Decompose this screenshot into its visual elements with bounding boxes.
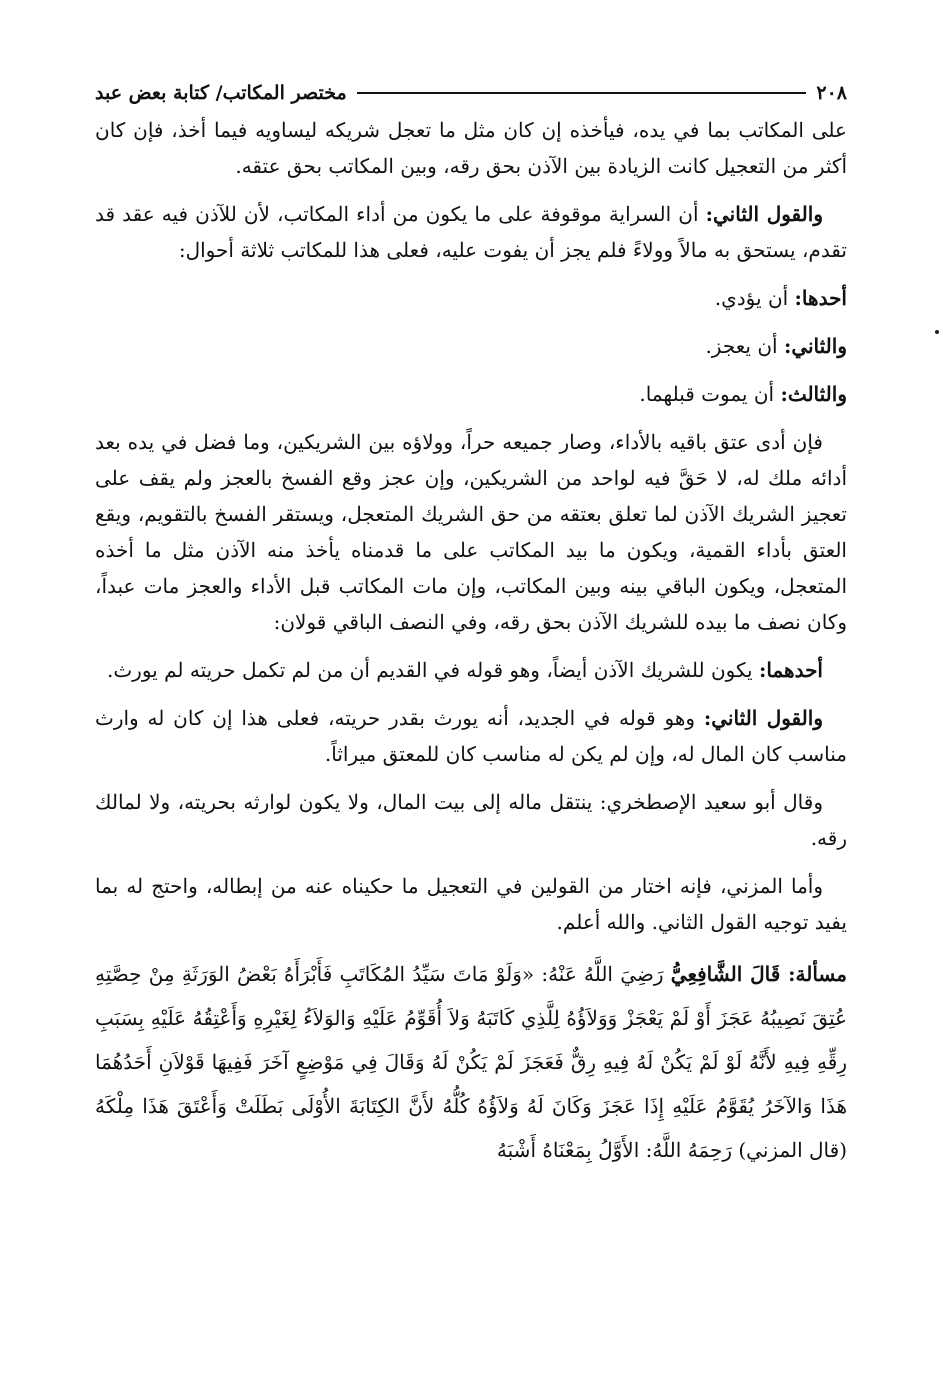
item-lead: والثالث: bbox=[780, 382, 847, 406]
running-header bbox=[95, 78, 847, 108]
paragraph-text: وأما المزني، فإنه اختار من القولين في التعجيل ما حكيناه عنه من إبطاله، واحتج له بما يفيد توجيه القول الثاني. والله أعلم. bbox=[95, 874, 847, 934]
paragraph bbox=[95, 196, 847, 268]
paragraph-text: على المكاتب بما في يده، فيأخذه إن كان مثل ما تعجل شريكه ليساويه فيما أخذ، فإن كان أكثر من التعجيل كانت الزيادة بين الآذن بحق رقه، وبين المكاتب بحق عتقه. bbox=[95, 118, 847, 178]
paragraph bbox=[95, 652, 847, 688]
paragraph-text: فإن أدى عتق باقيه بالأداء، وصار جميعه حراً، وولاؤه بين الشريكين، وما فضل في يده بعد أدائه ملك له، لا حَقَّ فيه لواحد من الشريكين، وإن عجز وقع الفسخ بالعجز ولم يقف على تعجيز الشريك الآذن لما تعلق بعتقه من حق الشريك المتعجل، ويستقر الفسخ بالتقويم، ويقع العتق بأداء القمية، ويكون ما بيد المكاتب على ما قدمناه يأخذ منه الآذن مثل ما أخذه المتعجل، ويكون الباقي بينه وبين المكاتب، وإن مات المكاتب قبل الأداء والعجز مات عبداً، وكان نصف ما بيده للشريك الآذن بحق رقه، وفي النصف الباقي قولان: bbox=[95, 430, 847, 634]
masala-heading: مسألة: قَالَ الشَّافِعِيُّ bbox=[670, 962, 847, 986]
paragraph-lead: أحدهما: bbox=[758, 658, 823, 682]
item-lead: والثاني: bbox=[783, 334, 847, 358]
paragraph bbox=[95, 424, 847, 640]
book-page bbox=[95, 78, 847, 1172]
item-lead: أحدها: bbox=[794, 286, 847, 310]
item-text: أن يؤدي. bbox=[714, 286, 795, 310]
paragraph-lead: والقول الثاني: bbox=[705, 202, 823, 226]
paragraph bbox=[95, 700, 847, 772]
list-item bbox=[95, 376, 847, 412]
paragraph-text: يكون للشريك الآذن أيضاً، وهو قوله في القديم أن من لم تكمل حريته لم يورث. bbox=[107, 658, 759, 682]
paragraph bbox=[95, 868, 847, 940]
running-title: مختصر المكاتب/ كتابة بعض عبد bbox=[95, 82, 347, 104]
paragraph-lead: والقول الثاني: bbox=[703, 706, 823, 730]
item-text: أن يعجز. bbox=[705, 334, 784, 358]
paragraph bbox=[95, 784, 847, 856]
list-item bbox=[95, 280, 847, 316]
paragraph-text: وهو قوله في الجديد، أنه يورث بقدر حريته، فعلى هذا إن كان له وارث مناسب كان المال له، وإن لم يكن له مناسب كان للمعتق ميراثاً. bbox=[95, 706, 847, 766]
paragraph-text: وقال أبو سعيد الإصطخري: ينتقل ماله إلى بيت المال، ولا يكون لوارثه بحريته، ولا لمالك رقه. bbox=[95, 790, 847, 850]
page-number: ٢٠٨ bbox=[816, 82, 847, 104]
masala-text: رَضِيَ اللَّهُ عَنْهُ: «وَلَوْ مَاتَ سَيِّدُ المُكَاتَبِ فَأَبْرَأَهُ بَعْضُ الوَرَثَةِ مِنْ حِصَّتِهِ عُتِقَ نَصِيبُهُ عَجَزَ أَوْ لَمْ يَعْجَزْ وَوَلاَؤُهُ لِلَّذِي كَاتَبَهُ وَلاَ أُقَوِّمُ عَلَيْهِ وَالوَلاَءُ لِغَيْرِهِ وَأَعْتِقُهُ عَلَيْهِ بِسَبَبِ رِقِّهِ فِيهِ لأَنَّهُ لَوْ لَمْ يَكُنْ لَهُ فِيهِ رِقٌّ فَعَجَزَ لَمْ يَكُنْ لَهُ وَقَالَ فِي مَوْضِعٍ آخَرَ فَفِيهَا قَوْلاَنِ أَحَدُهُمَا هَذَا وَالآخَرُ يُقَوَّمُ عَلَيْهِ إِذَا عَجَزَ وَكَانَ لَهُ وَلاَؤُهُ كُلُّهُ لأَنَّ الكِتَابَةَ الأُوْلَى بَطَلَتْ وَأَعْتَقَ هَذَا مِلْكَهُ (قال المزني) رَحِمَهُ اللَّهُ: الأَوَّلُ بِمَعْنَاهُ أَشْبَهُ bbox=[95, 962, 847, 1162]
paragraph-text: أن السراية موقوفة على ما يكون من أداء المكاتب، لأن للآذن فيه عقد قد تقدم، يستحق به مالاً وولاءً فلم يجز أن يفوت عليه، فعلى هذا للمكاتب ثلاثة أحوال: bbox=[95, 202, 847, 262]
header-rule bbox=[357, 92, 807, 94]
masala-quote bbox=[95, 952, 847, 1172]
list-item bbox=[95, 328, 847, 364]
margin-mark bbox=[935, 330, 939, 334]
item-text: أن يموت قبلهما. bbox=[639, 382, 781, 406]
paragraph bbox=[95, 112, 847, 184]
